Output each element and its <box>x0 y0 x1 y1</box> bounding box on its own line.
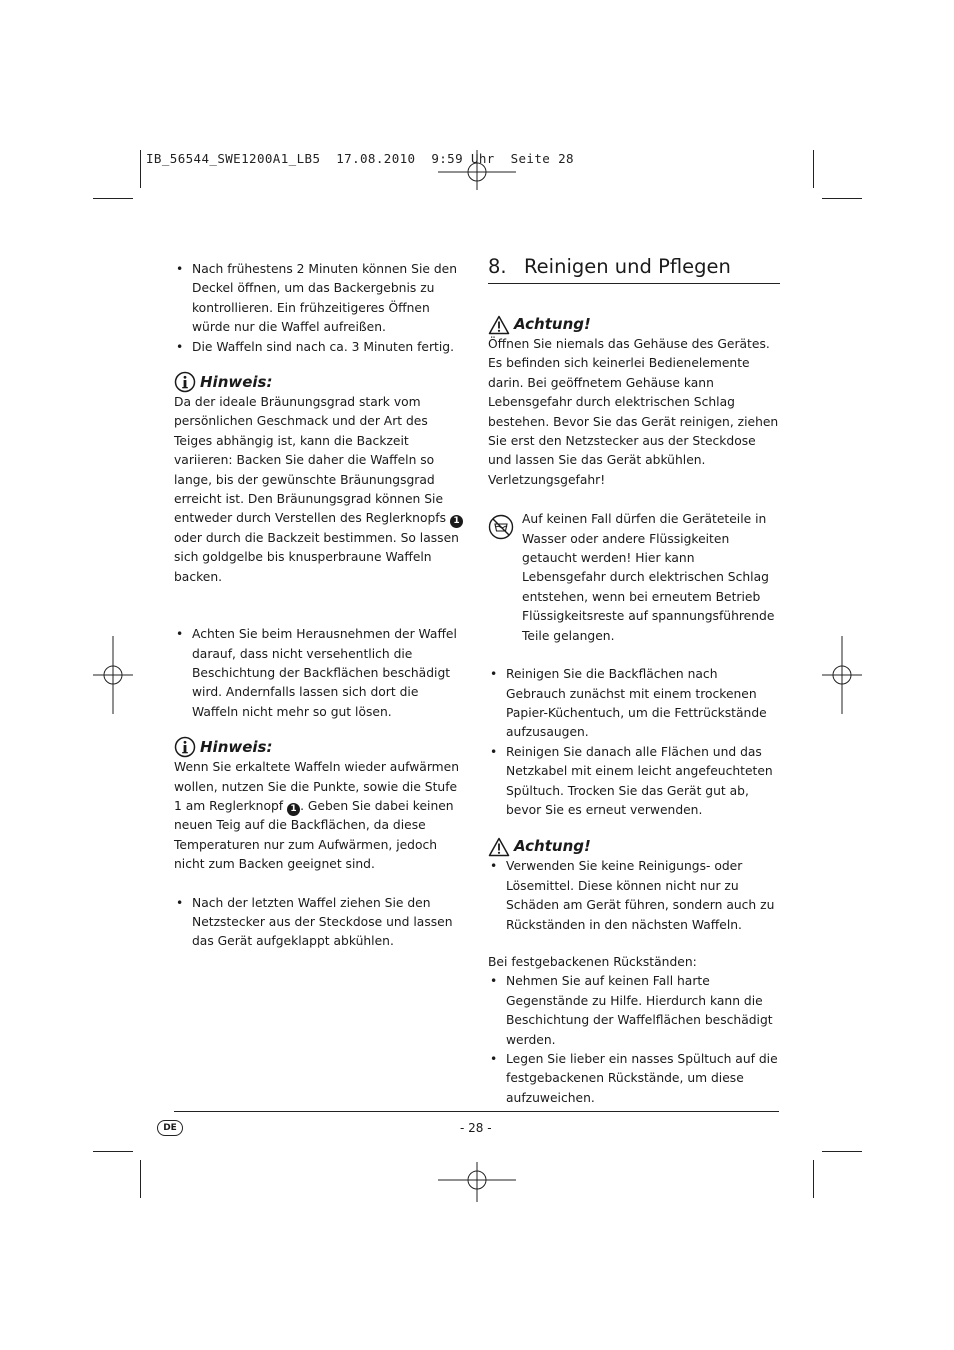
residue-bullet-list <box>488 972 780 1108</box>
hinweis-title: Hinweis: <box>200 372 273 391</box>
list-item: • Achten Sie beim Herausnehmen der Waffel darauf, dass nicht versehentlich die Beschichtung der Backflächen beschädigt wird. Andernfalls lassen sich dort die Waffeln nicht mehr so gut lösen. <box>174 625 468 722</box>
no-water-icon <box>488 514 514 540</box>
list-item: • Reinigen Sie die Backflächen nach Gebrauch zunächst mit einem trockenen Papier-Küchentuch, um die Fettrückstände aufzusaugen. <box>488 665 780 743</box>
bullet-list-mid <box>174 625 468 722</box>
list-item: • Die Waffeln sind nach ca. 3 Minuten fertig. <box>174 338 468 357</box>
cleaning-bullet-list <box>488 665 780 820</box>
achtung-heading <box>488 836 780 857</box>
info-icon <box>174 371 196 393</box>
knob-number-icon: 1 <box>450 515 463 528</box>
bullet-list-bottom <box>174 894 468 952</box>
residue-heading: Bei festgebackenen Rückständen: <box>488 954 697 969</box>
water-warning <box>488 510 780 646</box>
list-item: • Nach der letzten Waffel ziehen Sie den Netzstecker aus der Steckdose und lassen das Gerät aufgeklappt abkühlen. <box>174 894 468 952</box>
knob-number-icon: 1 <box>287 803 300 816</box>
hinweis-text: Da der ideale Bräunungsgrad stark vom persönlichen Geschmack und der Art des Teiges abhängig ist, kann die Backzeit variieren: Backen Sie daher die Waffeln so lange, bis der gewünschte Bräunungsgrad erreicht ist. Den Bräunungsgrad können Sie entweder durch Verstellen des Reglerknopfs 1 oder durch die Backzeit bestimmen. So lassen sich goldgelbe bis knusperbraune Waffeln backen. <box>174 393 468 587</box>
registration-mark-top <box>438 150 516 190</box>
print-header: IB_56544_SWE1200A1_LB5 17.08.2010 9:59 Uhr Seite 28 <box>146 151 574 166</box>
right-column <box>488 253 780 1108</box>
warning-triangle-icon <box>488 837 510 857</box>
section-number: 8. <box>488 255 507 278</box>
list-item: • Nehmen Sie auf keinen Fall harte Gegenstände zu Hilfe. Hierdurch kann die Beschichtung der Waffelflächen beschädigt werden. <box>488 972 780 1050</box>
warning-triangle-icon <box>488 315 510 335</box>
registration-mark-left <box>93 636 133 714</box>
registration-mark-bottom <box>438 1162 516 1202</box>
achtung-text: Öffnen Sie niemals das Gehäuse des Gerätes. Es befinden sich keinerlei Bedienelemente darin. Bei geöffnetem Gehäuse kann Lebensgefahr durch elektrischen Schlag bestehen. Bevor Sie das Gerät reinigen, ziehen Sie erst den Netzstecker aus der Steckdose und lassen Sie das Gerät abkühlen. Verletzungsgefahr! <box>488 337 779 487</box>
hinweis-title: Hinweis: <box>200 737 273 756</box>
section-title <box>488 253 780 284</box>
hinweis-heading <box>174 736 468 758</box>
info-icon <box>174 736 196 758</box>
water-warning-text: Auf keinen Fall dürfen die Geräteteile in Wasser oder andere Flüssigkeiten getaucht werden! Hier kann Lebensgefahr durch elektrischen Schlag entstehen, wenn bei erneutem Betrieb Flüssigkeitsreste auf spannungsführende Teile gelangen. <box>522 512 775 643</box>
hinweis-text: Wenn Sie erkaltete Waffeln wieder aufwärmen wollen, nutzen Sie die Punkte, sowie die Stufe 1 am Reglerknopf 1 . Geben Sie dabei keinen neuen Teig auf die Backflächen, da diese Temperaturen nur zum Aufwärmen, jedoch nicht zum Backen geeignet sind. <box>174 760 460 872</box>
achtung-heading <box>488 314 780 335</box>
left-column <box>174 260 468 952</box>
footer-rule <box>174 1111 779 1112</box>
achtung-bullet-list <box>488 857 780 935</box>
language-badge: DE <box>157 1120 183 1136</box>
registration-mark-right <box>822 636 862 714</box>
section-title-text: Reinigen und Pflegen <box>524 255 731 278</box>
list-item: • Verwenden Sie keine Reinigungs- oder Lösemittel. Diese können nicht nur zu Schäden am Gerät führen, sondern auch zu Rückständen in den nächsten Waffeln. <box>488 857 780 935</box>
list-item: • Legen Sie lieber ein nasses Spültuch auf die festgebackenen Rückstände, um diese aufzuweichen. <box>488 1050 780 1108</box>
achtung-title: Achtung! <box>514 315 591 333</box>
hinweis-heading <box>174 371 468 393</box>
page-number: - 28 - <box>460 1121 492 1135</box>
achtung-title: Achtung! <box>514 837 591 856</box>
list-item: • Nach frühestens 2 Minuten können Sie den Deckel öffnen, um das Backergebnis zu kontrollieren. Ein frühzeitigeres Öffnen würde nur die Waffel aufreißen. <box>174 260 468 338</box>
list-item: • Reinigen Sie danach alle Flächen und das Netzkabel mit einem leicht angefeuchteten Spültuch. Trocken Sie das Gerät gut ab, bevor Sie es erneut verwenden. <box>488 743 780 821</box>
bullet-list-top <box>174 260 468 357</box>
